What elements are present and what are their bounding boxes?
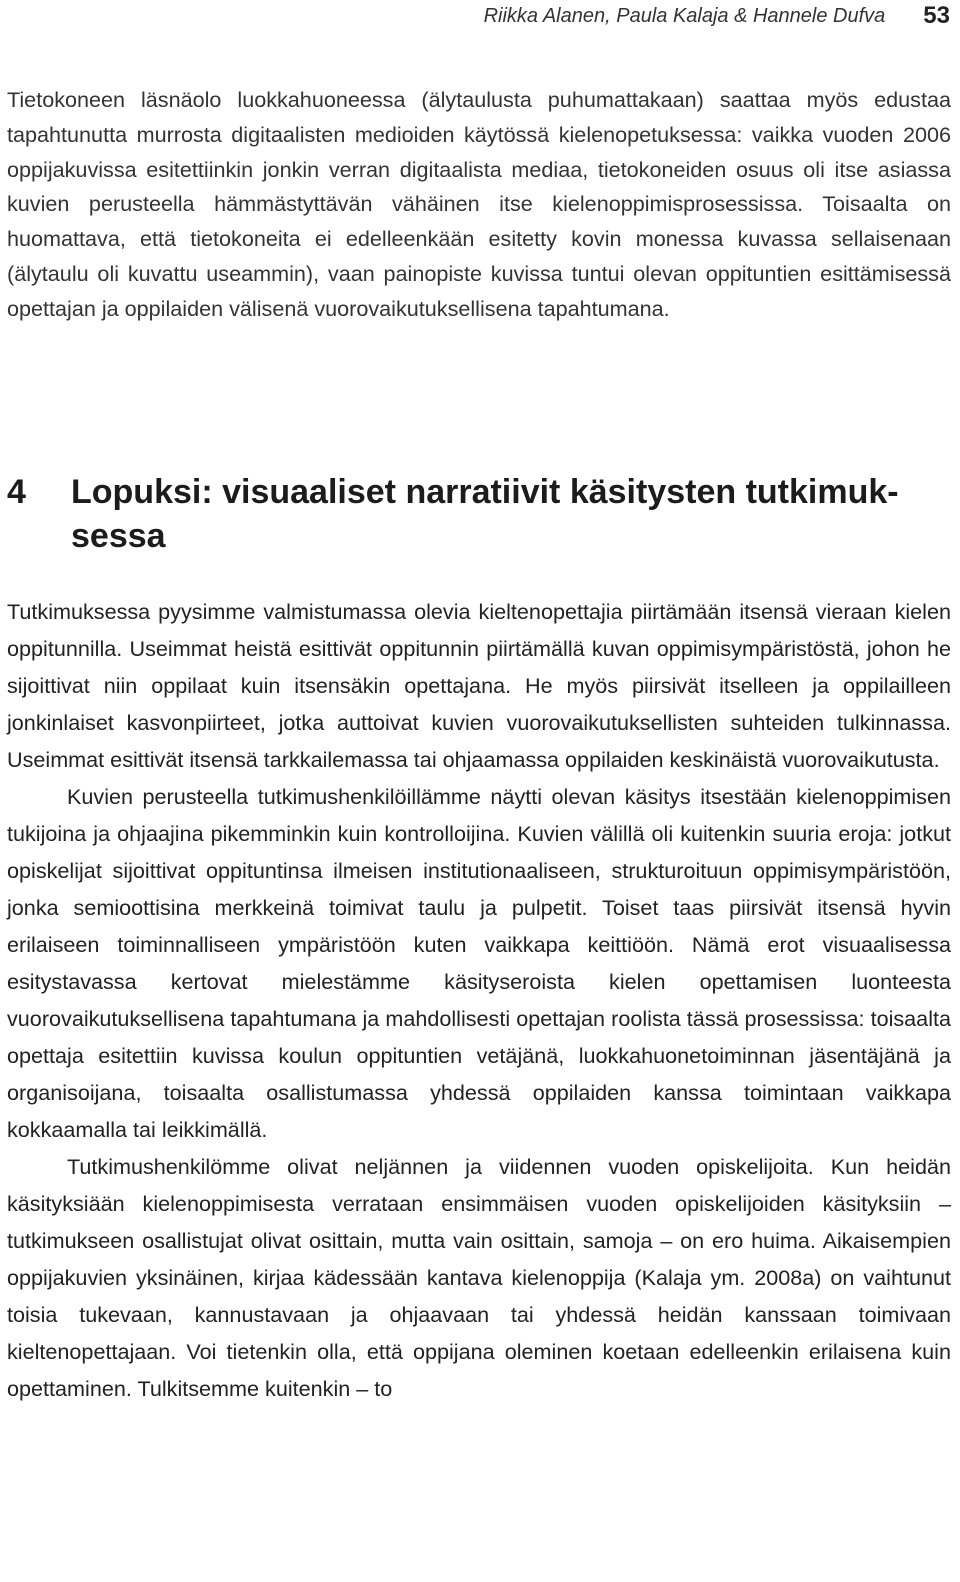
section-heading: [7, 470, 951, 558]
section-paragraph-3: Tutkimushenkilömme olivat neljännen ja viidennen vuoden opiskelijoita. Kun heidän käsityksiään kielenoppimisesta verrataan ensimmäisen vuoden opiskelijoiden käsityksiin – tutkimukseen osallistujat olivat osittain, mutta vain osittain, samoja – on ero huima. Aikaisempien oppijakuvien yksinäinen, kirjaa kädessään kantava kielenoppija (Kalaja ym. 2008a) on vaihtunut toisia tukevaan, kannustavaan ja ohjaavaan tai yhdessä heidän kanssaan toimivaan kieltenopettajaan. Voi tietenkin olla, että oppijana oleminen koetaan edelleenkin erilaisena kuin opettaminen. Tulkitsemme kuitenkin – to: [7, 1154, 951, 1401]
running-header: [484, 0, 950, 32]
running-header-authors: Riikka Alanen, Paula Kalaja & Hannele Dufva: [483, 4, 886, 27]
section-paragraph-2: Kuvien perusteella tutkimushenkilöillämme näytti olevan käsitys itsestään kielenoppimisen tukijoina ja ohjaajina pikemminkin kuin kontrolloijina. Kuvien välillä oli kuitenkin suuria eroja: jotkut opiskelijat sijoittivat oppituntinsa ilmeisen institutionaaliseen, strukturoituun oppimisympäristöön, jonka semioottisina merkkeinä toimivat taulu ja pulpetit. Toiset taas piirsivät itsensä hyvin erilaiseen toiminnalliseen ympäristöön kuten vaikkapa keittiöön. Nämä erot visuaalisessa esitystavassa kertovat mielestämme käsityseroista kielen opettamisen luonteesta vuorovaikutuksellisena tapahtumana ja mahdollisesti opettajan roolista tässä prosessissa: toisaalta opettaja esitettiin kuvissa koulun oppituntien vetäjänä, luokkahuonetoiminnan jäsentäjänä ja organisoijana, toisaalta osallistumassa yhdessä oppilaiden kanssa toimintaan vaikkapa kokkaamalla tai leikkimällä.: [7, 784, 951, 1142]
page-number: 53: [923, 2, 950, 29]
section-number: 4: [7, 473, 26, 511]
section-title: Lopuksi: visuaaliset narratiivit käsitysten tutkimuksessa: [71, 473, 899, 555]
intro-paragraph: Tietokoneen läsnäolo luokkahuoneessa (älytaulusta puhumattakaan) saattaa myös edustaa tapahtunutta murrosta digitaalisten medioiden käytössä kielenopetuksessa: vaikka vuoden 2006 oppijakuvissa esitettiinkin jonkin verran digitaalista mediaa, tietokoneiden osuus oli itse asiassa kuvien perusteella hämmästyttävän vähäinen itse kielenoppimisprosessissa. Toisaalta on huomattava, että tietokoneita ei edelleenkään esitetty kovin monessa kuvassa sellaisenaan (älytaulu oli kuvattu useammin), vaan painopiste kuvissa tuntui olevan oppituntien esittämisessä opettajan ja oppilaiden välisenä vuorovaikutuksellisena tapahtumana.: [7, 87, 951, 321]
section-body: [7, 593, 951, 1407]
intro-text-block: [7, 83, 951, 327]
section-paragraph-1: Tutkimuksessa pyysimme valmistumassa olevia kieltenopettajia piirtämään itsensä vieraan kielen oppitunnilla. Useimmat heistä esittivät oppitunnin piirtämällä kuvan oppimisympäristöstä, johon he sijoittivat niin oppilaat kuin itsensäkin opettajana. He myös piirsivät itselleen ja oppilailleen jonkinlaiset kasvonpiirteet, jotka auttoivat kuvien vuorovaikutuksellisten suhteiden tulkinnassa. Useimmat esittivät itsensä tarkkailemassa tai ohjaamassa oppilaiden keskinäistä vuorovaikutusta.: [7, 599, 951, 772]
